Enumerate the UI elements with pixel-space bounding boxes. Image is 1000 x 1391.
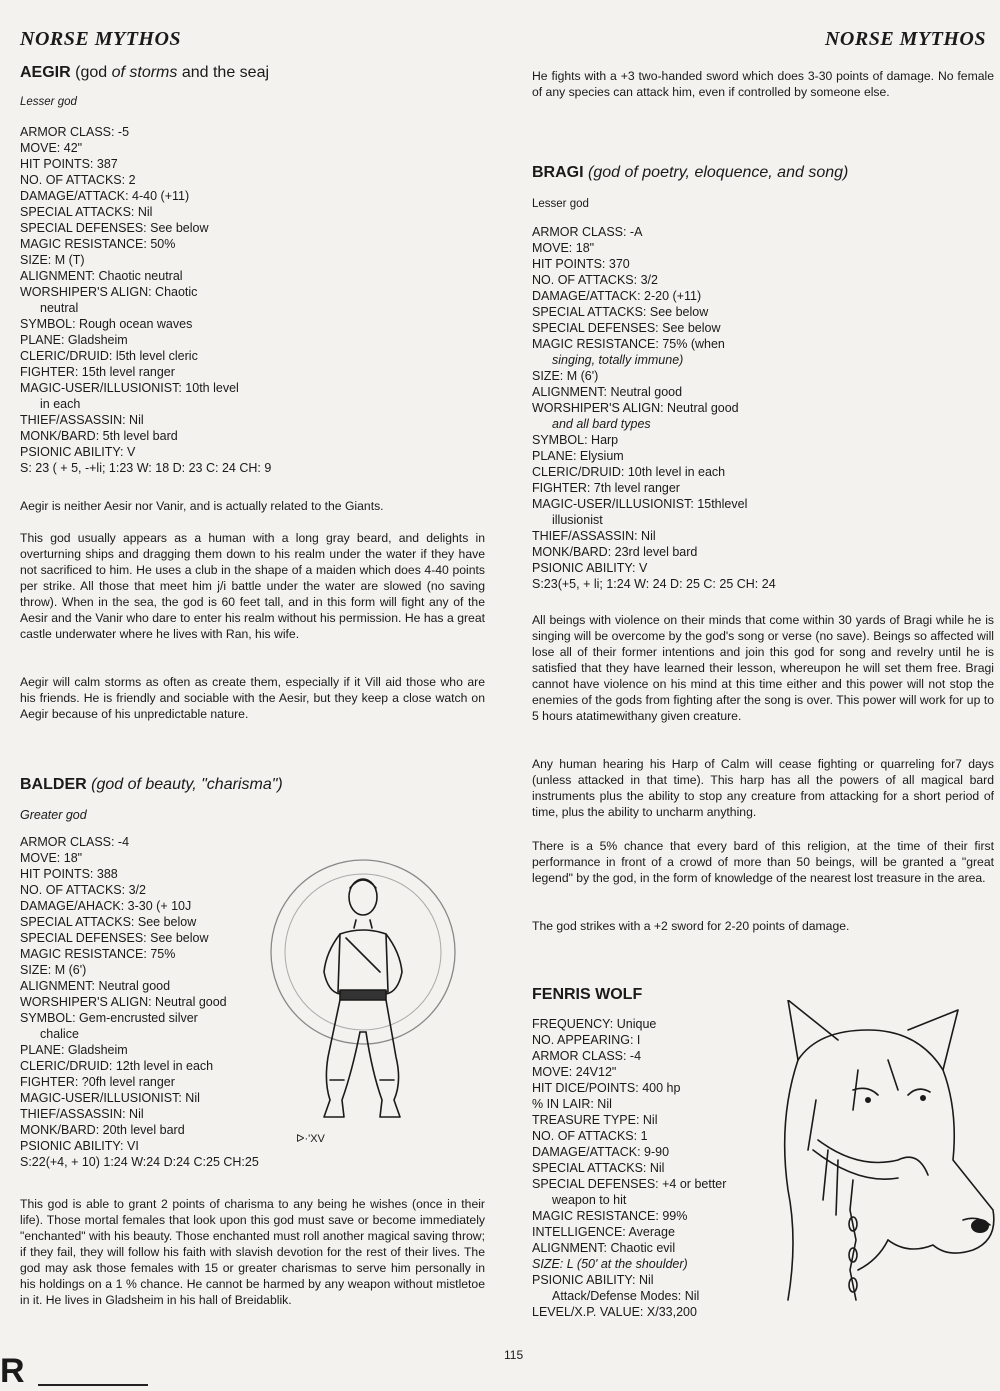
stat-line: PSIONIC ABILITY: VI — [20, 1139, 139, 1153]
stat-line: SPECIAL DEFENSES: +4 or better — [532, 1177, 727, 1191]
stat-line: THIEF/ASSASSIN: Nil — [20, 1107, 144, 1121]
running-header-right: NORSE MYTHOS — [824, 28, 986, 50]
stat-line: MOVE: 42" — [20, 141, 83, 155]
balder-illustration — [268, 842, 458, 1152]
stat-line: HIT POINTS: 387 — [20, 157, 118, 171]
stat-line: PLANE: Elysium — [532, 449, 624, 463]
aegir-continuation-paragraph: He fights with a +3 two-handed sword which does 3-30 points of damage. No female of any species can attack him, even if controlled by someone else. — [532, 69, 994, 99]
stat-line: MAGIC RESISTANCE: 50% — [20, 237, 176, 251]
balder-subtitle: (god of beauty, "charisma") — [91, 776, 283, 793]
bragi-name: BRAGI — [532, 164, 584, 181]
stat-line: Attack/Defense Modes: Nil — [552, 1289, 700, 1303]
stat-line: S:23(+5, + li; 1:24 W: 24 D: 25 C: 25 CH: 24 — [532, 577, 776, 591]
stat-line: SPECIAL DEFENSES: See below — [20, 221, 209, 235]
stat-line: illusionist — [552, 513, 603, 527]
stat-line: SPECIAL DEFENSES: See below — [20, 931, 209, 945]
stat-line: weapon to hit — [552, 1193, 627, 1207]
stat-line: ARMOR CLASS: -5 — [20, 125, 130, 139]
stat-line: MOVE: 24V12" — [532, 1065, 617, 1079]
stat-line: SIZE: M (T) — [20, 253, 85, 267]
aegir-subtitle: (god of storms and the seaj — [75, 64, 270, 81]
stat-line: WORSHIPER'S ALIGN: Neutral good — [20, 995, 227, 1009]
stat-line: MAGIC RESISTANCE: 75% (when — [532, 337, 725, 351]
stat-line: MAGIC RESISTANCE: 99% — [532, 1209, 688, 1223]
stat-line: MONK/BARD: 20th level bard — [20, 1123, 185, 1137]
stat-line: WORSHIPER'S ALIGN: Neutral good — [532, 401, 739, 415]
fenris-wolf-illustration — [758, 1000, 998, 1320]
stat-line: ALIGNMENT: Neutral good — [20, 979, 171, 993]
stat-line: MAGIC RESISTANCE: 75% — [20, 947, 176, 961]
stat-line: SYMBOL: Gem-encrusted silver — [20, 1011, 198, 1025]
stat-line: ARMOR CLASS: -A — [532, 225, 643, 239]
stat-line: MAGIC-USER/ILLUSIONIST: Nil — [20, 1091, 200, 1105]
stat-line: SPECIAL ATTACKS: Nil — [20, 205, 153, 219]
stat-line: chalice — [40, 1027, 79, 1041]
stat-line: MONK/BARD: 5th level bard — [20, 429, 178, 443]
stat-line: MOVE: 18" — [20, 851, 83, 865]
stat-line: DAMAGE/ATTACK: 2-20 (+11) — [532, 289, 702, 303]
bragi-paragraph-3: There is a 5% chance that every bard of this religion, at the time of their first performance in front of a crowd of more than 50 beings, will be granted a "great legend" by the god, in the form of knowledge of the nearest lost treasure in the area. — [532, 839, 994, 885]
stat-line: FIGHTER: ?0fh level ranger — [20, 1075, 175, 1089]
aegir-paragraph-3: Aegir will calm storms as often as create them, especially if it Vill aid those who are his friends. He is friendly and sociable with the Aesir, but they keep a close watch on Aegir because of his unpredictable nature. — [20, 675, 485, 721]
bragi-paragraph-4: The god strikes with a +2 sword for 2-20 points of damage. — [532, 919, 850, 933]
stat-line: PSIONIC ABILITY: V — [20, 445, 136, 459]
stat-line: FREQUENCY: Unique — [532, 1017, 657, 1031]
stat-line: SIZE: M (6') — [20, 963, 87, 977]
stat-line: HIT DICE/POINTS: 400 hp — [532, 1081, 681, 1095]
fenris-wolf-title: FENRIS WOLF — [532, 986, 643, 1003]
bragi-stat-block — [532, 224, 994, 592]
bragi-paragraph-2: Any human hearing his Harp of Calm will cease fighting or quarreling for7 days (unless attacked in that time). This harp has all the powers of all magical bard instruments plus the ability to stop any creature from attacking for a short period of time, plus the ability to uncharm anything. — [532, 757, 994, 819]
stat-line: ARMOR CLASS: -4 — [532, 1049, 642, 1063]
stat-line: MAGIC-USER/ILLUSIONIST: 10th level — [20, 381, 239, 395]
stat-line: SPECIAL ATTACKS: Nil — [532, 1161, 665, 1175]
illustrator-signature: ᐅ·'XV — [296, 1133, 325, 1145]
stat-line: PSIONIC ABILITY: V — [532, 561, 648, 575]
stat-line: SYMBOL: Harp — [532, 433, 619, 447]
aegir-paragraph-1: Aegir is neither Aesir nor Vanir, and is actually related to the Giants. — [20, 499, 384, 513]
stat-line: CLERIC/DRUID: 12th level in each — [20, 1059, 214, 1073]
bragi-paragraph-1: All beings with violence on their minds that come within 30 yards of Bragi while he is singing will be overcome by the god's song or verse (no save). Beings so affected will lose all of their former intentions and join this god for song and revelry until he is satisfied that they have learned their lesson, whereupon he will set them free. Bragi cannot have violence on his mind at this time either and this power will not stop the enemies of the gods from fighting after the song is over. This power will work for up to 5 hours atatimewithany given creature. — [532, 613, 994, 723]
stat-line: HIT POINTS: 370 — [532, 257, 630, 271]
stat-line: THIEF/ASSASSIN: Nil — [532, 529, 656, 543]
stat-line: S: 23 ( + 5, -+li; 1:23 W: 18 D: 23 C: 24 CH: 9 — [20, 461, 272, 475]
stat-line: NO. APPEARING: I — [532, 1033, 641, 1047]
corner-rule — [38, 1384, 148, 1386]
aegir-stat-block — [20, 124, 485, 476]
stat-line: MOVE: 18" — [532, 241, 595, 255]
stat-line: CLERIC/DRUID: 10th level in each — [532, 465, 726, 479]
bragi-rank: Lesser god — [532, 198, 589, 210]
balder-paragraph-1: This god is able to grant 2 points of charisma to any being he wishes (once in their life). Those mortal females that look upon this god must save or become immediately "enchanted" with his beauty. Those enchanted must roll another magical saving throw; if they fail, they will follow his faith with slavish devotion for the rest of their lives. The god may ask those females with 15 or greater charismas to serve him personally in his holdings on a 1 % chance. He cannot be harmed by any weapon without mistletoe in it. He lives in Gladsheim in his hall of Breidablik. — [20, 1197, 485, 1307]
stat-line: ALIGNMENT: Chaotic evil — [532, 1241, 676, 1255]
stat-line: ARMOR CLASS: -4 — [20, 835, 130, 849]
stat-line: SPECIAL DEFENSES: See below — [532, 321, 721, 335]
stat-line: PSIONIC ABILITY: Nil — [532, 1273, 654, 1287]
balder-name: BALDER — [20, 776, 87, 793]
stat-line: neutral — [40, 301, 79, 315]
stat-line: DAMAGE/ATTACK: 9-90 — [532, 1145, 670, 1159]
stat-line: NO. OF ATTACKS: 3/2 — [532, 273, 658, 287]
aegir-entry — [20, 64, 485, 476]
stat-line: CLERIC/DRUID: l5th level cleric — [20, 349, 198, 363]
stat-line: SYMBOL: Rough ocean waves — [20, 317, 193, 331]
stat-line: ALIGNMENT: Neutral good — [532, 385, 683, 399]
stat-line: PLANE: Gladsheim — [20, 1043, 128, 1057]
stat-line: SPECIAL ATTACKS: See below — [532, 305, 709, 319]
stat-line: INTELLIGENCE: Average — [532, 1225, 675, 1239]
stat-line: TREASURE TYPE: Nil — [532, 1113, 658, 1127]
stat-line: NO. OF ATTACKS: 1 — [532, 1129, 648, 1143]
aegir-title — [20, 64, 485, 82]
stat-line: singing, totally immune) — [552, 353, 684, 367]
stat-line: ALIGNMENT: Chaotic neutral — [20, 269, 183, 283]
stat-line: NO. OF ATTACKS: 2 — [20, 173, 136, 187]
page-number: 115 — [504, 1348, 524, 1362]
stat-line: FIGHTER: 15th level ranger — [20, 365, 175, 379]
stat-line: PLANE: Gladsheim — [20, 333, 128, 347]
stat-line: MONK/BARD: 23rd level bard — [532, 545, 698, 559]
aegir-name: AEGIR — [20, 64, 71, 81]
aegir-paragraph-2: This god usually appears as a human with a long gray beard, and delights in overturning ships and dragging them down to his realm under the water if they have not sacrificed to him. He uses a club in the shape of a maiden which does 4-40 points per strike. All those that meet him j/i battle under the water are slowed (no saving throw). When in the sea, the god is 60 feet tall, and in this form will fight any of the Aesir and the Vanir who dare to enter his realm without his permission. He has a great castle underwater where he lives with Ran, his wife. — [20, 531, 485, 641]
stat-line: and all bard types — [552, 417, 651, 431]
stat-line: % IN LAIR: Nil — [532, 1097, 612, 1111]
stat-line: in each — [40, 397, 81, 411]
stat-line: DAMAGE/AHACK: 3-30 (+ 10J — [20, 899, 192, 913]
stat-line: THIEF/ASSASSIN: Nil — [20, 413, 144, 427]
stat-line: SIZE: M (6') — [532, 369, 599, 383]
stat-line: SIZE: L (50' at the shoulder) — [532, 1257, 688, 1271]
stat-line: NO. OF ATTACKS: 3/2 — [20, 883, 146, 897]
bragi-subtitle: (god of poetry, eloquence, and song) — [588, 164, 849, 181]
stat-line: S:22(+4, + 10) 1:24 W:24 D:24 C:25 CH:25 — [20, 1155, 259, 1169]
corner-mark: R — [0, 1352, 23, 1390]
aegir-rank: Lesser god — [20, 96, 77, 108]
stat-line: LEVEL/X.P. VALUE: X/33,200 — [532, 1305, 697, 1319]
stat-line: MAGIC-USER/ILLUSIONIST: 15thlevel — [532, 497, 748, 511]
bragi-title — [532, 164, 994, 182]
stat-line: WORSHIPER'S ALIGN: Chaotic — [20, 285, 198, 299]
bragi-entry — [532, 164, 994, 592]
balder-rank: Greater god — [20, 808, 87, 822]
balder-title — [20, 776, 485, 794]
stat-line: FIGHTER: 7th level ranger — [532, 481, 680, 495]
stat-line: SPECIAL ATTACKS: See below — [20, 915, 197, 929]
stat-line: HIT POINTS: 388 — [20, 867, 118, 881]
stat-line: DAMAGE/ATTACK: 4-40 (+11) — [20, 189, 190, 203]
running-header-left: NORSE MYTHOS — [20, 28, 182, 50]
